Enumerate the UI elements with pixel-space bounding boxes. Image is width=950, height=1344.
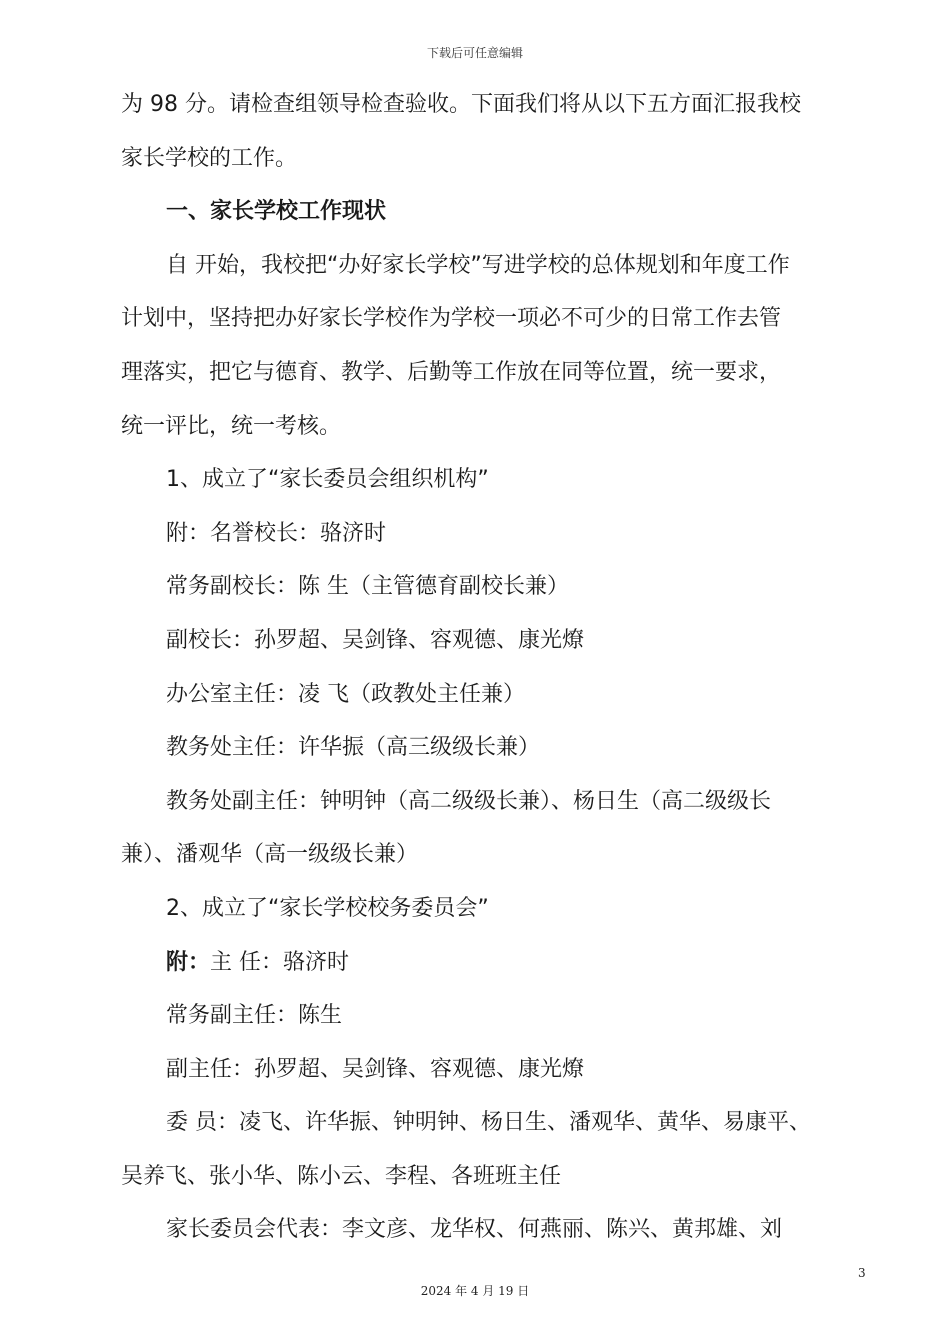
page-header: 下载后可任意编辑 bbox=[426, 46, 523, 60]
list-line: 副校长：孙罗超、吴剑锋、容观德、康光燎 bbox=[166, 627, 585, 653]
section-heading: 一、家长学校工作现状 bbox=[166, 199, 387, 225]
page-number: 3 bbox=[858, 1266, 866, 1280]
list-line: 委 员：凌飞、许华振、钟明钟、杨日生、潘观华、黄华、易康平、 bbox=[166, 1110, 811, 1136]
list-line: 附：名誉校长：骆济时 bbox=[166, 520, 387, 546]
list-line: 常务副校长：陈 生（主管德育副校长兼） bbox=[166, 574, 569, 600]
list-line: 常务副主任：陈生 bbox=[166, 1003, 343, 1029]
footer-date: 2024 年 4 月 19 日 bbox=[420, 1284, 530, 1298]
list-line: 教务处副主任：钟明钟（高二级级长兼）、杨日生（高二级级长 bbox=[166, 788, 772, 814]
document-body bbox=[121, 78, 841, 1257]
list-line: 副主任：孙罗超、吴剑锋、容观德、康光燎 bbox=[166, 1056, 585, 1082]
paragraph-line: 自 开始，我校把“办好家长学校”写进学校的总体规划和年度工作 bbox=[166, 252, 790, 278]
list-line-text: 主 任：骆济时 bbox=[210, 949, 350, 975]
paragraph-line: 计划中，坚持把办好家长学校作为学校一项必不可少的日常工作去管 bbox=[121, 306, 782, 332]
paragraph-line: 家长学校的工作。 bbox=[121, 145, 298, 171]
list-line: 办公室主任：凌 飞（政教处主任兼） bbox=[166, 681, 525, 707]
paragraph-line: 统一评比，统一考核。 bbox=[121, 413, 342, 439]
bold-prefix: 附： bbox=[166, 949, 211, 975]
list-line bbox=[121, 936, 841, 990]
paragraph-line: 理落实，把它与德育、教学、后勤等工作放在同等位置，统一要求， bbox=[121, 359, 782, 385]
list-item-heading: 1、成立了“家长委员会组织机构” bbox=[166, 467, 489, 493]
paragraph-line: 为 98 分。请检查组领导检查验收。下面我们将从以下五方面汇报我校 bbox=[121, 92, 801, 117]
list-line: 兼）、潘观华（高一级级长兼） bbox=[121, 842, 419, 868]
list-line: 教务处主任：许华振（高三级级长兼） bbox=[166, 735, 541, 761]
list-item-heading: 2、成立了“家长学校校务委员会” bbox=[166, 895, 489, 921]
list-line: 吴养飞、张小华、陈小云、李程、各班班主任 bbox=[121, 1163, 562, 1189]
list-line: 家长委员会代表：李文彦、龙华权、何燕丽、陈兴、黄邦雄、刘 bbox=[166, 1217, 783, 1243]
